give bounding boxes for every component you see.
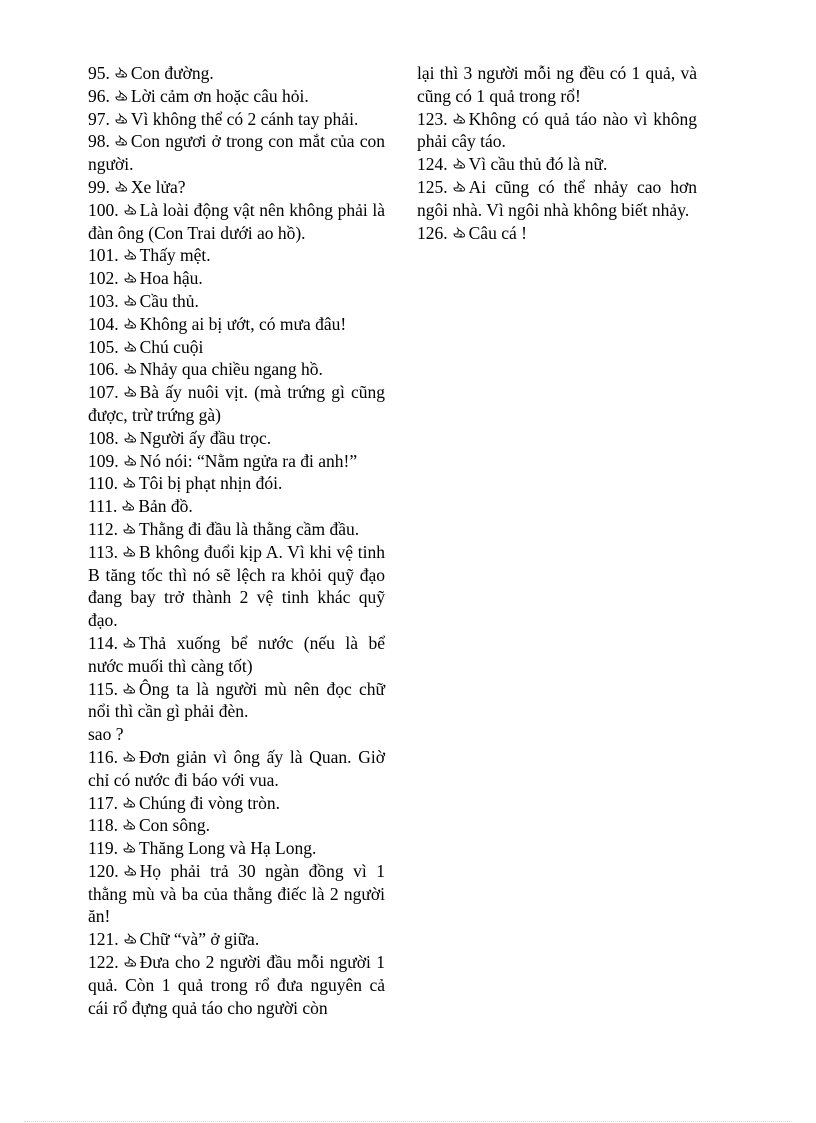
answer-item <box>88 541 385 632</box>
answer-number: 96. <box>88 85 110 106</box>
pointing-hand-icon <box>452 154 466 168</box>
pointing-hand-icon <box>114 86 128 100</box>
answer-number: 106. <box>88 359 119 380</box>
pointing-hand-icon <box>114 63 128 77</box>
answer-item <box>88 814 385 837</box>
answer-item <box>88 746 385 792</box>
answer-text: Nó nói: “Nằm ngửa ra đi anh!” <box>139 450 358 471</box>
pointing-hand-icon <box>114 177 128 191</box>
answer-number: 124. <box>417 154 448 175</box>
answer-text: Lời cảm ơn hoặc câu hỏi. <box>130 85 309 106</box>
pointing-hand-icon <box>123 245 137 259</box>
answer-text: Không ai bị ướt, có mưa đâu! <box>139 313 347 334</box>
pointing-hand-icon <box>452 223 466 237</box>
answer-number: 108. <box>88 427 119 448</box>
answer-text: Chúng đi vòng tròn. <box>138 792 280 813</box>
answer-item <box>88 358 385 381</box>
answer-number: 100. <box>88 199 119 220</box>
pointing-hand-icon <box>122 838 136 852</box>
answer-item <box>88 860 385 928</box>
answer-number: 113. <box>88 541 118 562</box>
answer-item <box>88 472 385 495</box>
answer-item <box>88 427 385 450</box>
answer-text: Câu cá ! <box>468 222 527 243</box>
answer-text: Họ phải trả 30 ngàn đồng vì 1 thằng mù và ba của thằng điếc là 2 người ăn! <box>88 860 385 927</box>
answer-number: 115. <box>88 678 118 699</box>
pointing-hand-icon <box>121 496 135 510</box>
answer-number: 125. <box>417 176 448 197</box>
pointing-hand-icon <box>123 200 137 214</box>
answer-item <box>88 313 385 336</box>
answer-number: 101. <box>88 245 119 266</box>
pointing-hand-icon <box>122 793 136 807</box>
answer-text: lại thì 3 người mỗi ng đều có 1 quả, và cũng có 1 quả trong rổ! <box>417 63 697 106</box>
answer-number: 107. <box>88 382 119 403</box>
answer-item <box>417 62 697 108</box>
answer-number: 117. <box>88 792 118 813</box>
answer-number: 111. <box>88 496 118 517</box>
answer-text: Đưa cho 2 người đầu mỗi người 1 quả. Còn 1 quả trong rổ đưa nguyên cả cái rổ đựng quả táo cho người còn <box>88 952 385 1018</box>
answer-item <box>88 381 385 427</box>
answer-text: Đơn giản vì ông ấy là Quan. Giờ chỉ có nước đi báo với vua. <box>88 746 385 790</box>
pointing-hand-icon <box>123 451 137 465</box>
answer-item <box>88 632 385 678</box>
pointing-hand-icon <box>123 382 137 396</box>
answer-number: 114. <box>88 632 118 653</box>
answer-text: Vì cầu thủ đó là nữ. <box>468 154 608 175</box>
pointing-hand-icon <box>122 473 136 487</box>
answer-text: Vì không thể có 2 cánh tay phải. <box>130 108 359 129</box>
answer-text: Bà ấy nuôi vịt. (mà trứng gì cũng được, trừ trứng gà) <box>88 382 385 425</box>
pointing-hand-icon <box>452 109 466 123</box>
answer-number: 110. <box>88 473 118 494</box>
answer-number: 116. <box>88 746 118 767</box>
answer-text: Hoa hậu. <box>139 268 203 289</box>
answer-number: 123. <box>417 108 448 129</box>
answer-number: 104. <box>88 313 119 334</box>
answer-item <box>88 951 385 1019</box>
answer-number: 95. <box>88 63 110 83</box>
answer-text: Con ngươi ở trong con mắt của con người. <box>88 131 385 175</box>
answer-text: Ai cũng có thể nhảy cao hơn ngôi nhà. Vì ngôi nhà không biết nhảy. <box>417 176 697 220</box>
pointing-hand-icon <box>123 268 137 282</box>
answer-item <box>88 336 385 359</box>
pointing-hand-icon <box>122 542 136 556</box>
pointing-hand-icon <box>123 359 137 373</box>
answer-number: 118. <box>88 815 118 836</box>
pointing-hand-icon <box>122 747 136 761</box>
answer-text: Người ấy đầu trọc. <box>139 427 272 448</box>
page-bottom-divider <box>24 1121 792 1122</box>
answer-item <box>88 108 385 131</box>
answer-item <box>88 244 385 267</box>
answer-text: sao ? <box>88 724 124 745</box>
pointing-hand-icon <box>123 337 137 351</box>
answer-item <box>88 518 385 541</box>
pointing-hand-icon <box>123 428 137 442</box>
answer-number: 119. <box>88 838 118 859</box>
answer-number: 112. <box>88 518 118 539</box>
pointing-hand-icon <box>123 861 137 875</box>
pointing-hand-icon <box>123 314 137 328</box>
answer-number: 126. <box>417 222 448 243</box>
answer-item <box>88 678 385 724</box>
answer-number: 109. <box>88 450 119 471</box>
answer-item <box>88 176 385 199</box>
answer-item <box>88 928 385 951</box>
answer-item <box>88 495 385 518</box>
answer-text: Nhảy qua chiều ngang hồ. <box>139 359 323 380</box>
answer-text: Ông ta là người mù nên đọc chữ nổi thì cần gì phải đèn. <box>88 678 385 722</box>
pointing-hand-icon <box>122 633 136 647</box>
pointing-hand-icon <box>123 291 137 305</box>
answer-number: 98. <box>88 131 110 152</box>
answer-item <box>88 85 385 108</box>
answer-item <box>88 199 385 245</box>
answer-text: Con đường. <box>130 63 214 83</box>
answer-text: Thấy mệt. <box>139 245 211 266</box>
answer-number: 97. <box>88 108 110 129</box>
answer-text: Bản đồ. <box>138 496 193 517</box>
answer-number: 102. <box>88 268 119 289</box>
answer-text: Là loài động vật nên không phải là đàn ông (Con Trai dưới ao hồ). <box>88 199 385 243</box>
answer-text: Thằng đi đầu là thằng cầm đầu. <box>138 518 360 539</box>
answer-text: B không đuổi kịp A. Vì khi vệ tinh B tăng tốc thì nó sẽ lệch ra khỏi quỹ đạo đang bay trở thành 2 vệ tinh khác quỹ đạo. <box>88 541 385 631</box>
answer-item <box>417 222 697 245</box>
answer-text: Cầu thủ. <box>139 290 199 311</box>
pointing-hand-icon <box>122 815 136 829</box>
answer-item <box>88 450 385 473</box>
pointing-hand-icon <box>114 109 128 123</box>
answer-item <box>88 792 385 815</box>
answer-text: Xe lửa? <box>130 176 186 197</box>
answer-text: Chú cuội <box>139 336 204 357</box>
answer-number: 103. <box>88 290 119 311</box>
answer-text: Thả xuống bể nước (nếu là bể nước muối thì càng tốt) <box>88 632 385 676</box>
answer-number: 120. <box>88 860 119 881</box>
answer-item <box>88 62 385 85</box>
answer-number: 105. <box>88 336 119 357</box>
pointing-hand-icon <box>122 519 136 533</box>
answer-item <box>417 176 697 222</box>
answer-number: 99. <box>88 176 110 197</box>
pointing-hand-icon <box>122 679 136 693</box>
left-column <box>88 62 385 1019</box>
right-column <box>417 62 697 244</box>
pointing-hand-icon <box>123 952 137 966</box>
answer-item <box>88 837 385 860</box>
answer-text: Con sông. <box>138 815 210 836</box>
pointing-hand-icon <box>123 929 137 943</box>
answer-text: Không có quả táo nào vì không phải cây táo. <box>417 108 697 152</box>
answer-item <box>88 290 385 313</box>
answer-item <box>417 153 697 176</box>
answer-item <box>88 130 385 176</box>
answer-number: 122. <box>88 952 119 973</box>
answer-number: 121. <box>88 929 119 950</box>
answer-text: Chữ “và” ở giữa. <box>139 929 260 950</box>
pointing-hand-icon <box>114 131 128 145</box>
pointing-hand-icon <box>452 177 466 191</box>
answer-item <box>88 267 385 290</box>
answer-item <box>417 108 697 154</box>
answer-text: Thăng Long và Hạ Long. <box>138 838 317 859</box>
answer-item <box>88 723 385 746</box>
answer-text: Tôi bị phạt nhịn đói. <box>138 473 283 494</box>
